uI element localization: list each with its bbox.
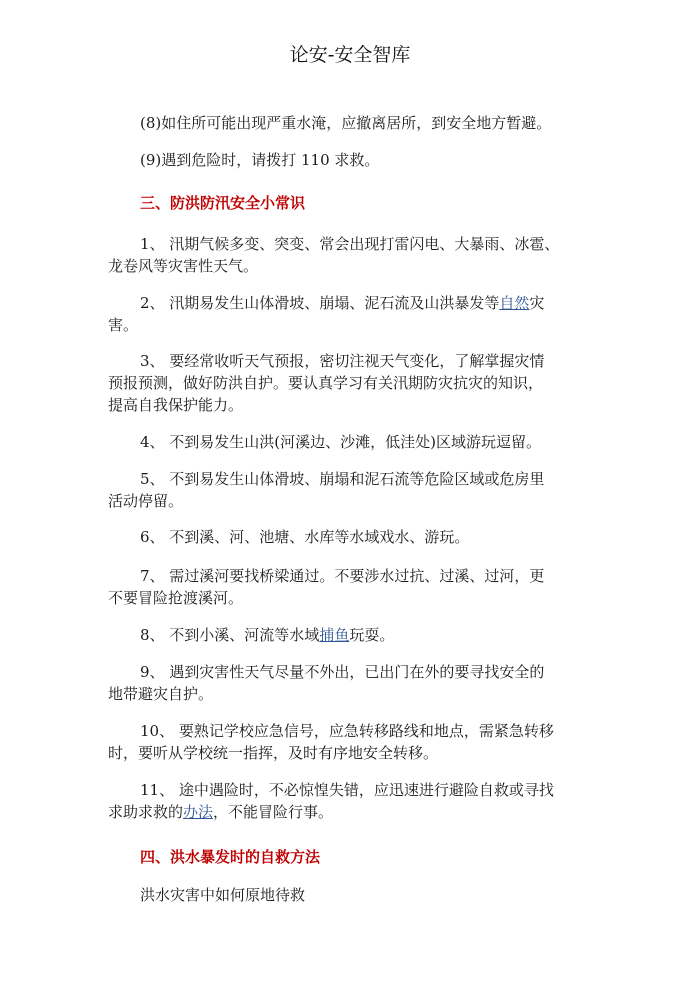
list-item-9: (9)遇到危险时，请拨打 110 求救。 — [140, 151, 380, 169]
paragraph-6-line-1: 6、 不到溪、河、池塘、水库等水域戏水、游玩。 — [140, 528, 470, 546]
paragraph-4-line-1: 4、 不到易发生山洪(河溪边、沙滩，低洼处)区域游玩逗留。 — [140, 433, 542, 451]
link-nature[interactable]: 自然 — [499, 294, 530, 312]
paragraph-11-text-a: 求助求救的 — [108, 803, 184, 821]
paragraph-8-text-a: 8、 不到小溪、河流等水域 — [140, 626, 320, 644]
paragraph-9-line-1: 9、 遇到灾害性天气尽量不外出，已出门在外的要寻找安全的 — [140, 663, 545, 681]
paragraph-11-line-1: 11、 途中遇险时，不必惊惶失错，应迅速进行避险自救或寻找 — [140, 781, 554, 799]
paragraph-2-text-b: 灾 — [529, 294, 545, 312]
paragraph-3-line-3: 提高自我保护能力。 — [108, 396, 244, 414]
paragraph-11-line-2 — [108, 801, 333, 823]
list-item-8: (8)如住所可能出现严重水淹，应撤离居所，到安全地方暂避。 — [140, 114, 552, 132]
paragraph-9-line-2: 地带避灾自护。 — [108, 685, 214, 703]
paragraph-1-line-1: 1、 汛期气候多变、突变、常会出现打雷闪电、大暴雨、冰雹、 — [140, 235, 560, 253]
paragraph-7-line-2: 不要冒险抢渡溪河。 — [108, 589, 244, 607]
paragraph-2-text-a: 2、 汛期易发生山体滑坡、崩塌、泥石流及山洪暴发等 — [140, 294, 500, 312]
paragraph-5-line-1: 5、 不到易发生山体滑坡、崩塌和泥石流等危险区域或危房里 — [140, 470, 545, 488]
paragraph-5-line-2: 活动停留。 — [108, 492, 184, 510]
section-heading-4: 四、洪水暴发时的自救方法 — [140, 848, 321, 866]
link-method[interactable]: 办法 — [183, 803, 214, 821]
paragraph-10-line-2: 时，要听从学校统一指挥，及时有序地安全转移。 — [108, 744, 439, 762]
paragraph-2-line-1 — [140, 292, 544, 314]
paragraph-3-line-1: 3、 要经常收听天气预报，密切注视天气变化，了解掌握灾情 — [140, 352, 545, 370]
link-fishing[interactable]: 捕鱼 — [319, 626, 350, 644]
paragraph-3-line-2: 预报预测，做好防洪自护。要认真学习有关汛期防灾抗灾的知识， — [108, 374, 544, 392]
paragraph-10-line-1: 10、 要熟记学校应急信号，应急转移路线和地点，需紧急转移 — [140, 722, 554, 740]
paragraph-2-line-2: 害。 — [108, 316, 139, 334]
section-heading-3: 三、防洪防汛安全小常识 — [140, 194, 306, 212]
section-4-paragraph-1: 洪水灾害中如何原地待救 — [140, 886, 306, 904]
paragraph-1-line-2: 龙卷风等灾害性天气。 — [108, 257, 259, 275]
paragraph-8-line-1 — [140, 624, 394, 646]
paragraph-7-line-1: 7、 需过溪河要找桥梁通过。不要涉水过抗、过溪、过河，更 — [140, 567, 545, 585]
paragraph-11-text-b: ，不能冒险行事。 — [213, 803, 334, 821]
document-header-title: 论安-安全智库 — [289, 44, 411, 66]
paragraph-8-text-b: 玩耍。 — [349, 626, 395, 644]
